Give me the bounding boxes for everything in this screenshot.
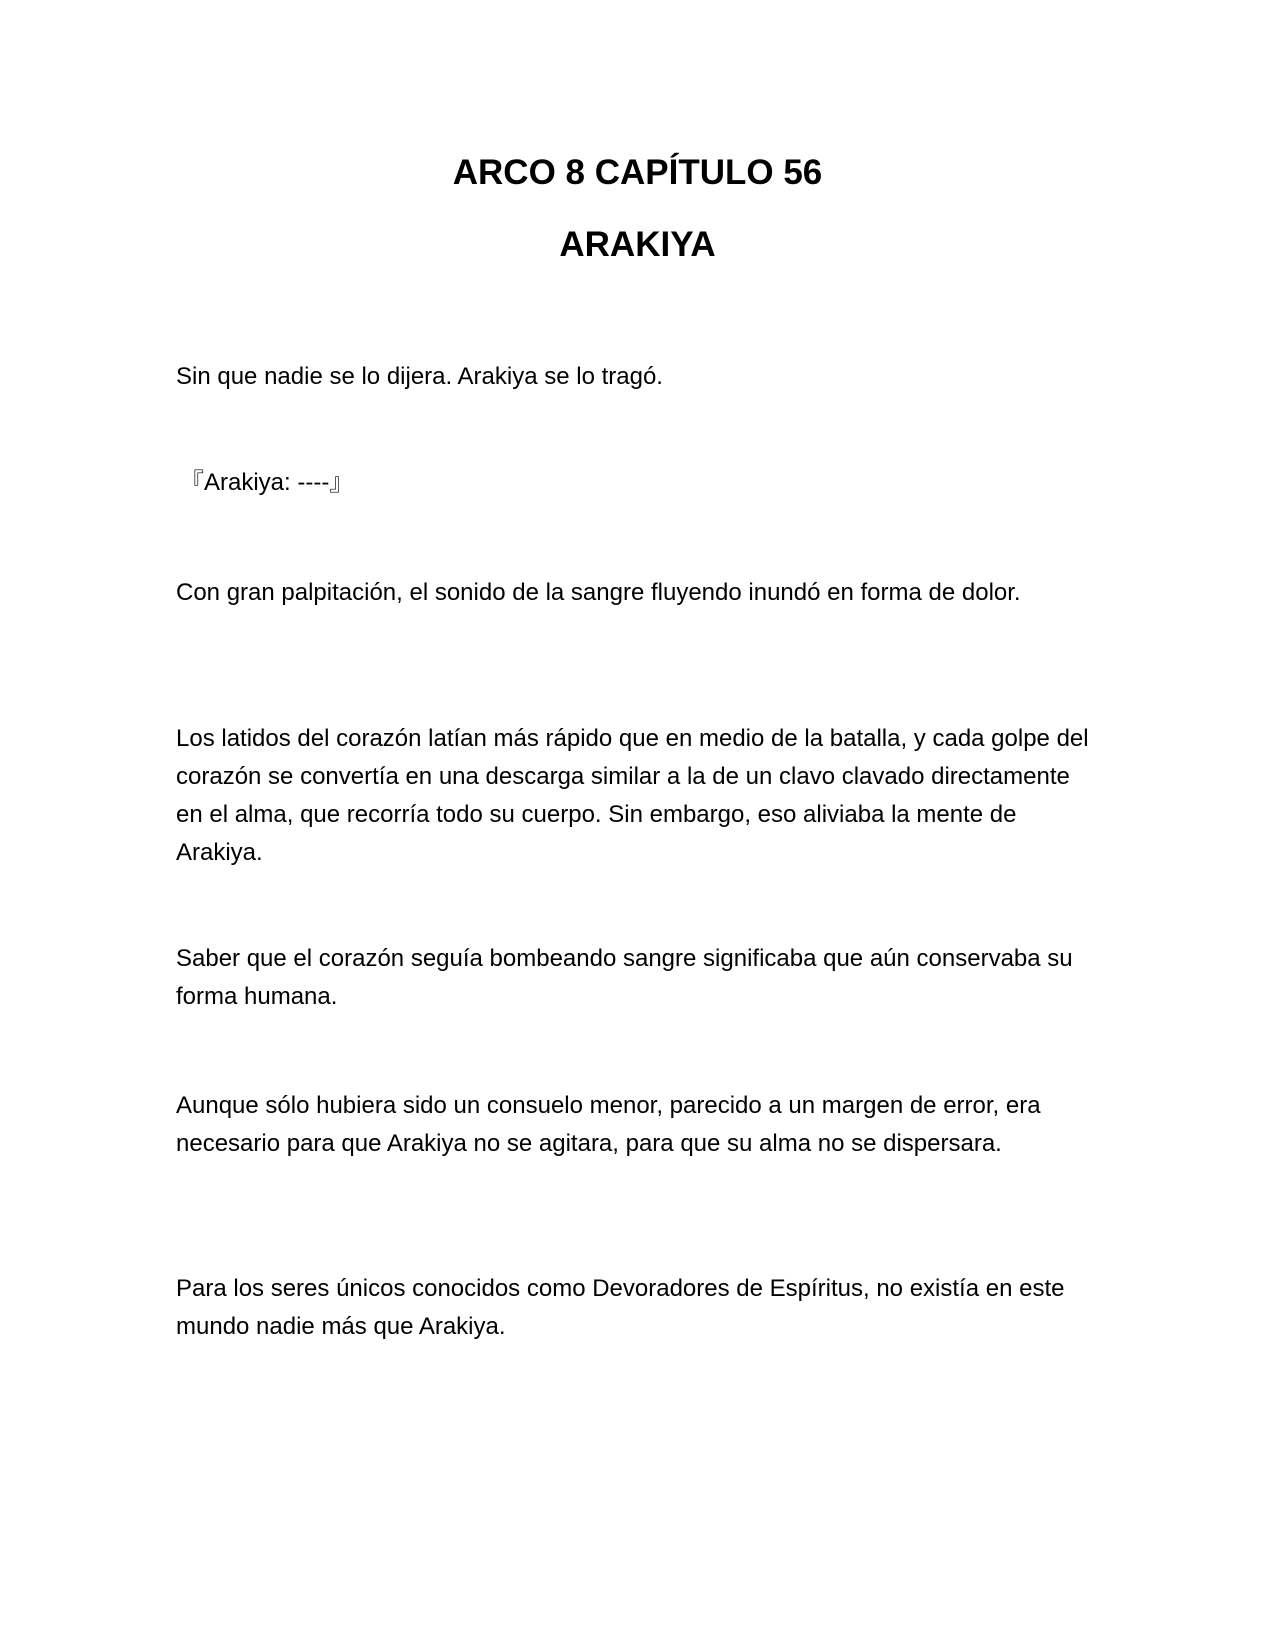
- paragraph-7: Para los seres únicos conocidos como Devoradores de Espíritus, no existía en este mundo nadie más que Arakiya.: [176, 1275, 1065, 1340]
- chapter-subtitle: ARAKIYA: [559, 225, 716, 264]
- paragraph-2-dialogue: 『Arakiya: ----』: [180, 469, 354, 496]
- paragraph-5: Saber que el corazón seguía bombeando sangre significaba que aún conservaba su forma humana.: [176, 945, 1073, 1010]
- chapter-title: ARCO 8 CAPÍTULO 56: [452, 153, 823, 192]
- paragraph-4: Los latidos del corazón latían más rápido que en medio de la batalla, y cada golpe del corazón se convertía en una descarga similar a la de un clavo clavado directamente en el alma, que recorría todo su cuerpo. Sin embargo, eso aliviaba la mente de Arakiya.: [176, 725, 1089, 866]
- paragraph-6: Aunque sólo hubiera sido un consuelo menor, parecido a un margen de error, era necesario para que Arakiya no se agitara, para que su alma no se dispersara.: [176, 1092, 1041, 1157]
- paragraph-3: Con gran palpitación, el sonido de la sangre fluyendo inundó en forma de dolor.: [176, 579, 1021, 606]
- paragraph-1: Sin que nadie se lo dijera. Arakiya se lo tragó.: [176, 363, 663, 390]
